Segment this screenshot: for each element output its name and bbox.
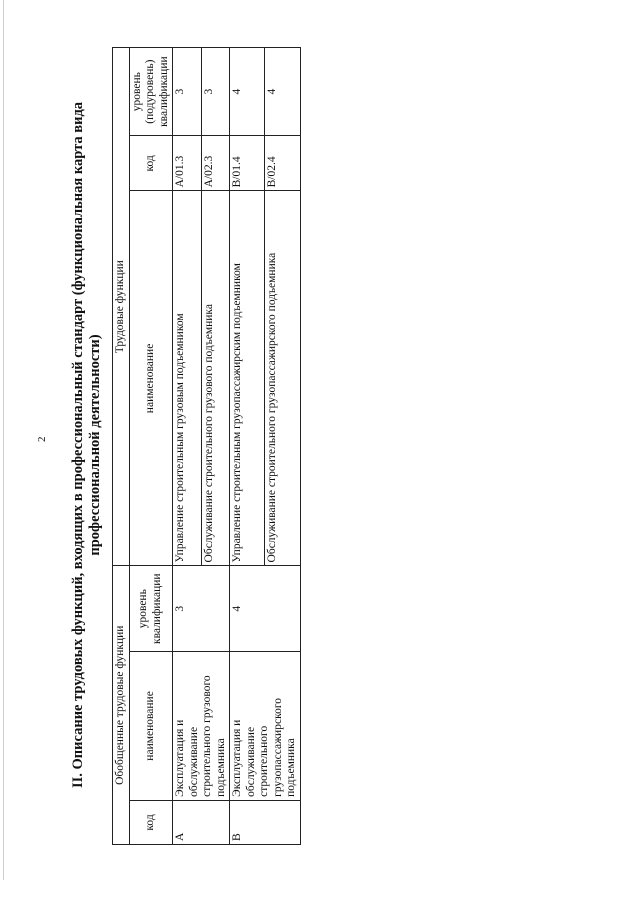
- header-function-code: код: [129, 136, 173, 191]
- function-name: Управление строительным грузопассажирским подъемником: [230, 191, 265, 566]
- header-labor-functions: Трудовые функции: [113, 48, 130, 566]
- function-name: Обслуживание строительного грузового подъемника: [201, 191, 230, 566]
- function-code: B/01.4: [230, 136, 265, 191]
- table-header-row-1: [113, 48, 130, 845]
- function-code: A/01.3: [173, 136, 202, 191]
- table-row: [173, 48, 202, 845]
- header-generalized-functions: Обобщенные трудовые функции: [113, 566, 130, 845]
- rotated-document-content: [70, 45, 640, 845]
- function-name: Управление строительным грузовым подъемником: [173, 191, 202, 566]
- section-heading-line-2: профессиональной деятельности): [87, 334, 103, 556]
- header-sublevel: уровень (подуровень) квалификации: [129, 48, 173, 136]
- row-name: Эксплуатация и обслуживание строительного грузопассажирского подъемника: [230, 651, 301, 800]
- section-heading-line-1: II. Описание трудовых функций, входящих в профессиональный стандарт (функциональная карта вида: [70, 101, 86, 789]
- function-level: 4: [265, 48, 300, 136]
- table-header-row-2: [129, 48, 173, 845]
- function-level: 4: [230, 48, 265, 136]
- row-level: 4: [230, 566, 301, 652]
- functional-map-table: [112, 47, 301, 845]
- header-code: код: [129, 800, 173, 844]
- page-number: 2: [36, 436, 48, 442]
- function-code: A/02.3: [201, 136, 230, 191]
- row-code: A: [173, 800, 230, 844]
- section-heading: [70, 45, 104, 845]
- function-level: 3: [173, 48, 202, 136]
- header-name: наименование: [129, 651, 173, 800]
- row-name: Эксплуатация и обслуживание строительного грузового подъемника: [173, 651, 230, 800]
- header-qualification-level: уровень квалификации: [129, 566, 173, 652]
- table-row: [230, 48, 265, 845]
- function-code: B/02.4: [265, 136, 300, 191]
- function-name: Обслуживание строительного грузопассажирского подъемника: [265, 191, 300, 566]
- row-code: B: [230, 800, 301, 844]
- function-level: 3: [201, 48, 230, 136]
- page-edge-line: [3, 0, 4, 880]
- row-level: 3: [173, 566, 230, 652]
- header-function-name: наименование: [129, 191, 173, 566]
